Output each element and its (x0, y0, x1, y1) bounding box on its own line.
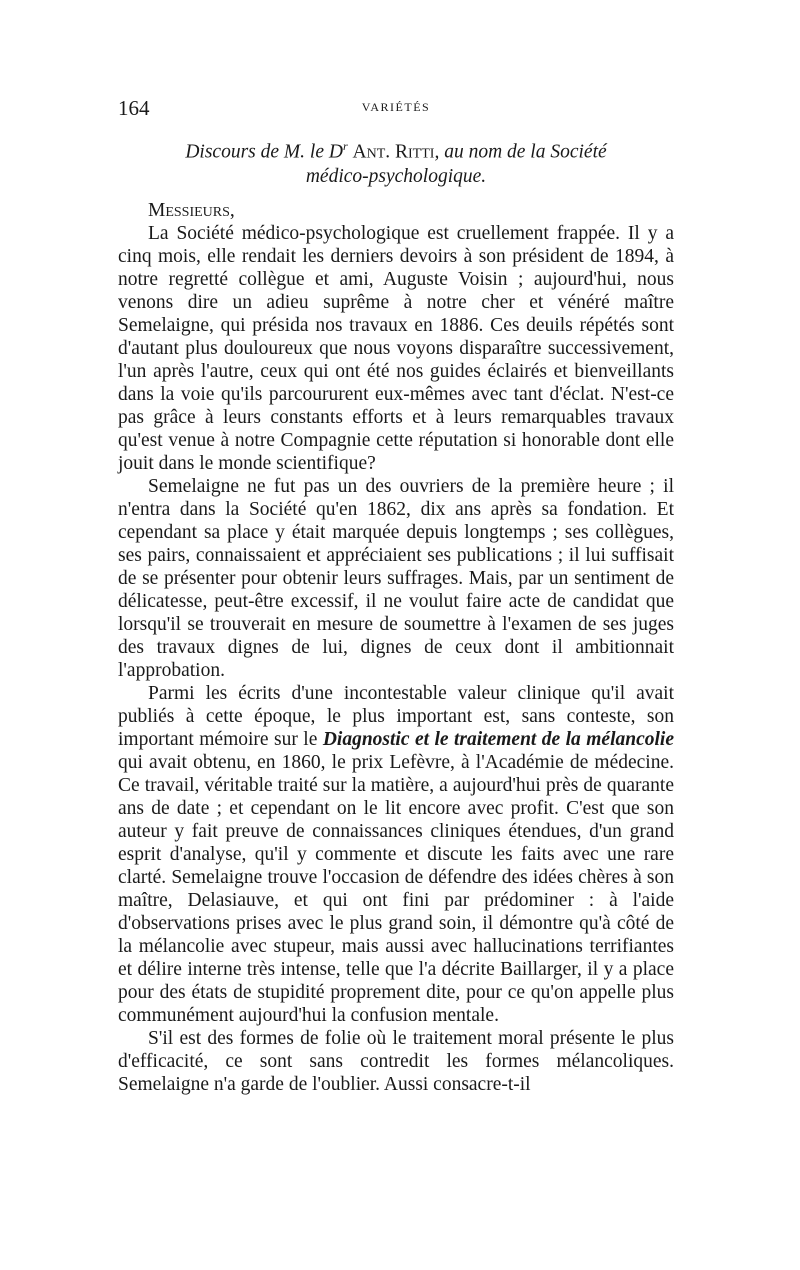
speech-heading-line-1: Discours de M. le $D^r$ Ant. Ritti, au nom de la Société (185, 139, 607, 163)
speaker-name: Ant. Ritti (352, 141, 435, 163)
paragraph-3: Parmi les écrits d'une incontestable valeur clinique qu'il avait publiés à cette époque, le plus important est, sans conteste, son important mémoire sur le Diagnostic et le traitement de la mélancolie qui avait obtenu, en 1860, le prix Lefèvre, à l'Académie de médecine. Ce travail, véritable traité sur la matière, a aujourd'hui près de quarante ans de date ; et cependant on le lit encore avec profit. C'est que son auteur y fait preuve de connaissances cliniques étendues, d'un grand esprit d'analyse, qu'il y commente et discute les faits avec une rare clarté. Semelaigne trouve l'occasion de défendre des idées chères à son maître, Delasiauve, et qui ont fini par prédominer : à l'aide d'observations prises avec le plus grand soin, il démontre qu'à côté de la mélancolie avec stupeur, mais aussi avec hallucinations terrifiantes et délire interne très intense, telle que l'a décrite Baillarger, il y a place pour des états de stupidité proprement dite, pour ce qu'on appelle plus communément aujourd'hui la confusion mentale. (118, 682, 674, 1026)
speech-heading-line-2: médico-psychologique. (305, 165, 487, 187)
salutation: Messieurs, (148, 199, 235, 221)
paragraph-1: La Société médico-psychologique est cruellement frappée. Il y a cinq mois, elle rendait les derniers devoirs à son président de 1894, à notre regretté collègue et ami, Auguste Voisin ; aujourd'hui, nous venons dire un adieu suprême à notre cher et vénéré maître Semelaigne, qui présida nos travaux en 1886. Ces deuils répétés sont d'autant plus douloureux que nous voyons disparaître successivement, l'un après l'autre, ceux qui ont été nos guides éclairés et bienveillants dans la voie qu'ils parcoururent eux-mêmes avec tant d'éclat. N'est-ce pas grâce à leurs constants efforts et à leurs remarquables travaux qu'est venue à notre Compagnie cette réputation si honorable dont elle jouit dans le monde scientifique? (118, 222, 674, 474)
page-number: 164 (118, 96, 150, 120)
work-title: Diagnostic et le traitement de la mélancolie (322, 728, 674, 750)
paragraph-4: S'il est des formes de folie où le traitement moral présente le plus d'efficacité, ce sont sans contredit les formes mélancoliques. Semelaigne n'a garde de l'oublier. Aussi consacre-t-il (118, 1027, 674, 1095)
paragraph-2: Semelaigne ne fut pas un des ouvriers de la première heure ; il n'entra dans la Société qu'en 1862, dix ans après sa fondation. Et cependant sa place y était marquée depuis longtemps ; ses collègues, ses pairs, connaissaient et appréciaient ses publications ; il lui suffisait de se présenter pour obtenir leurs suffrages. Mais, par un sentiment de délicatesse, peut-être excessif, il ne voulut faire acte de candidat que lorsqu'il se trouverait en mesure de soumettre à l'examen de ses juges des travaux dignes de lui, dignes de ceux dont il ambitionnait l'approbation. (118, 475, 674, 681)
page (118, 96, 674, 1096)
running-head (118, 96, 674, 120)
section-title: VARIÉTÉS (361, 100, 431, 114)
speech-heading (118, 134, 674, 189)
